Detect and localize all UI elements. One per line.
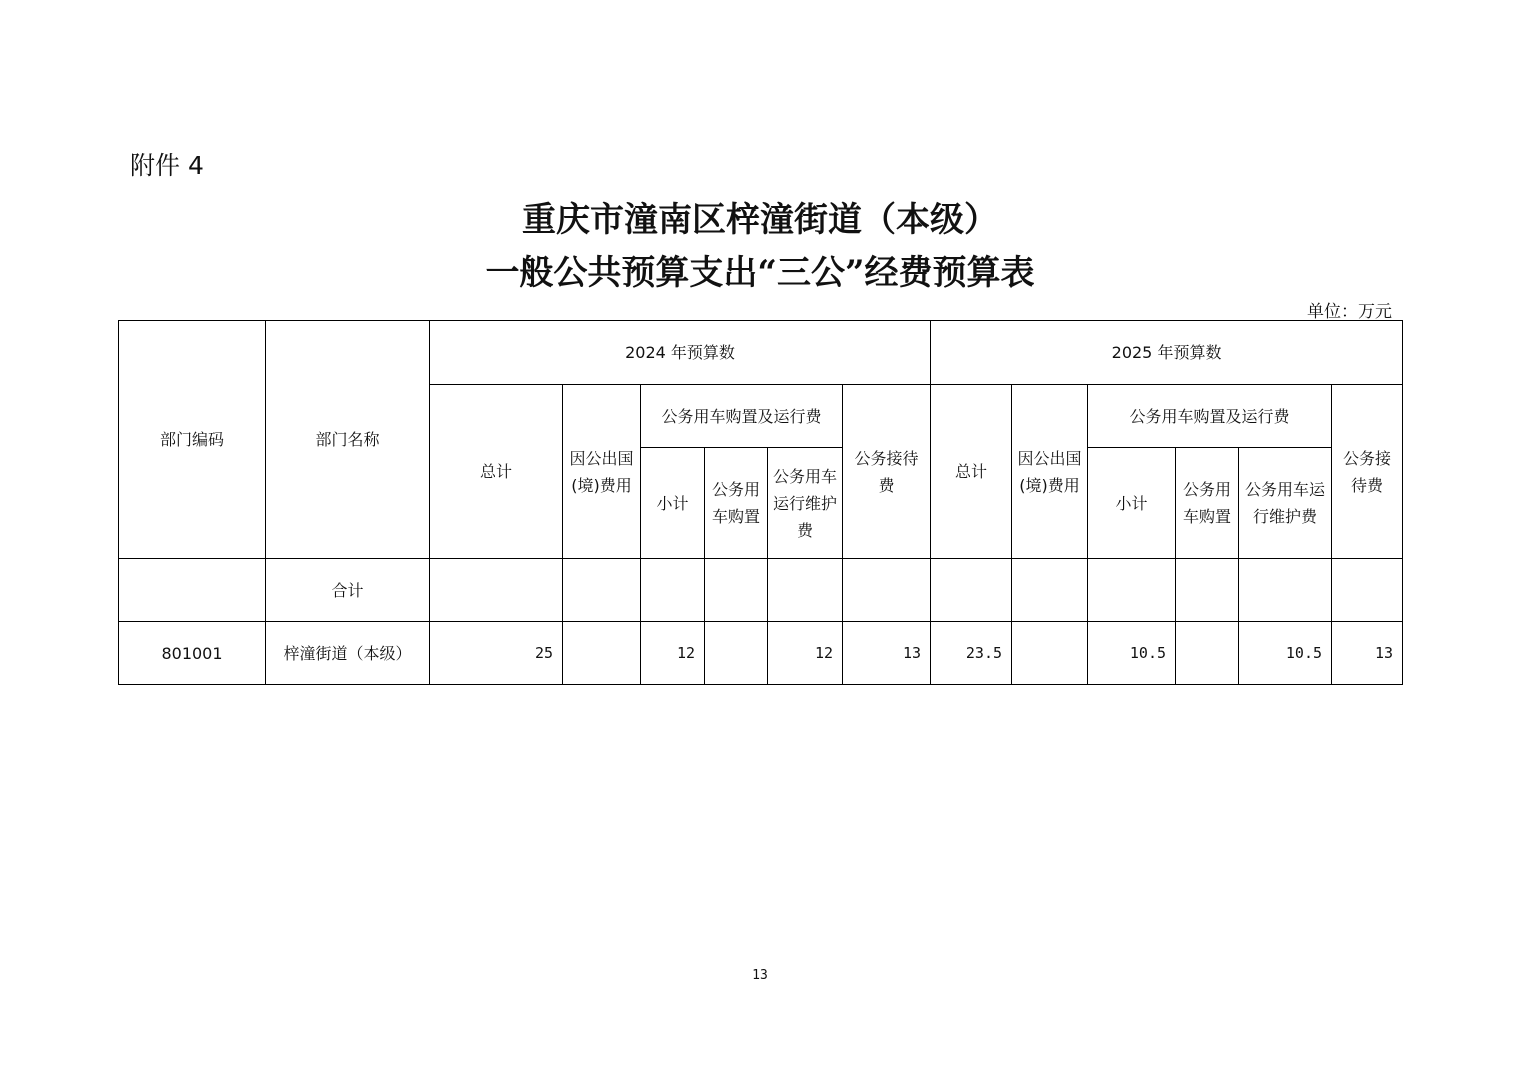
header-2024-reception: 公务接待费	[843, 385, 931, 559]
attachment-label: 附件 4	[130, 151, 204, 180]
cell-2024-maint: 12	[768, 622, 843, 685]
cell-2025-maint	[1239, 559, 1332, 622]
header-2024-budget: 2024 年预算数	[430, 321, 931, 385]
cell-name: 梓潼街道（本级）	[266, 622, 430, 685]
cell-name: 合计	[266, 559, 430, 622]
cell-2025-purchase	[1176, 559, 1239, 622]
cell-2024-purchase	[705, 559, 768, 622]
header-2025-budget: 2025 年预算数	[931, 321, 1403, 385]
cell-2024-overseas	[563, 559, 641, 622]
cell-2025-subtotal: 10.5	[1088, 622, 1176, 685]
cell-2024-reception	[843, 559, 931, 622]
cell-2024-reception: 13	[843, 622, 931, 685]
cell-2025-overseas	[1012, 559, 1088, 622]
header-2024-vehicle-purchase: 公务用车购置	[705, 448, 768, 559]
header-dept-name: 部门名称	[266, 321, 430, 559]
cell-2024-maint	[768, 559, 843, 622]
header-2025-total: 总计	[931, 385, 1012, 559]
cell-2025-reception	[1332, 559, 1403, 622]
cell-2025-overseas	[1012, 622, 1088, 685]
header-2024-total: 总计	[430, 385, 563, 559]
header-dept-code: 部门编码	[119, 321, 266, 559]
cell-2024-overseas	[563, 622, 641, 685]
cell-2025-total: 23.5	[931, 622, 1012, 685]
document-title-line2: 一般公共预算支出“三公”经费预算表	[485, 253, 1035, 293]
cell-2025-maint: 10.5	[1239, 622, 1332, 685]
header-2025-vehicle-maint: 公务用车运行维护费	[1239, 448, 1332, 559]
cell-2025-total	[931, 559, 1012, 622]
table-row	[119, 622, 1403, 685]
header-2024-overseas: 因公出国(境)费用	[563, 385, 641, 559]
table-row-total	[119, 559, 1403, 622]
cell-2025-purchase	[1176, 622, 1239, 685]
header-2025-vehicle-purchase: 公务用车购置	[1176, 448, 1239, 559]
cell-2025-reception: 13	[1332, 622, 1403, 685]
unit-label: 单位：万元	[1307, 302, 1392, 322]
cell-2024-subtotal	[641, 559, 705, 622]
header-2025-subtotal: 小计	[1088, 448, 1176, 559]
header-2024-vehicle-maint: 公务用车运行维护费	[768, 448, 843, 559]
cell-2024-total	[430, 559, 563, 622]
header-2025-vehicle-group: 公务用车购置及运行费	[1088, 385, 1332, 448]
header-2024-subtotal: 小计	[641, 448, 705, 559]
header-2025-reception: 公务接待费	[1332, 385, 1403, 559]
header-2025-overseas: 因公出国(境)费用	[1012, 385, 1088, 559]
header-2024-vehicle-group: 公务用车购置及运行费	[641, 385, 843, 448]
cell-2024-purchase	[705, 622, 768, 685]
page-number: 13	[752, 968, 768, 983]
header-row-1	[119, 321, 1403, 385]
document-title-line1: 重庆市潼南区梓潼街道（本级）	[522, 200, 998, 240]
budget-table	[118, 320, 1403, 685]
cell-2024-subtotal: 12	[641, 622, 705, 685]
cell-2024-total: 25	[430, 622, 563, 685]
cell-code	[119, 559, 266, 622]
cell-code: 801001	[119, 622, 266, 685]
cell-2025-subtotal	[1088, 559, 1176, 622]
